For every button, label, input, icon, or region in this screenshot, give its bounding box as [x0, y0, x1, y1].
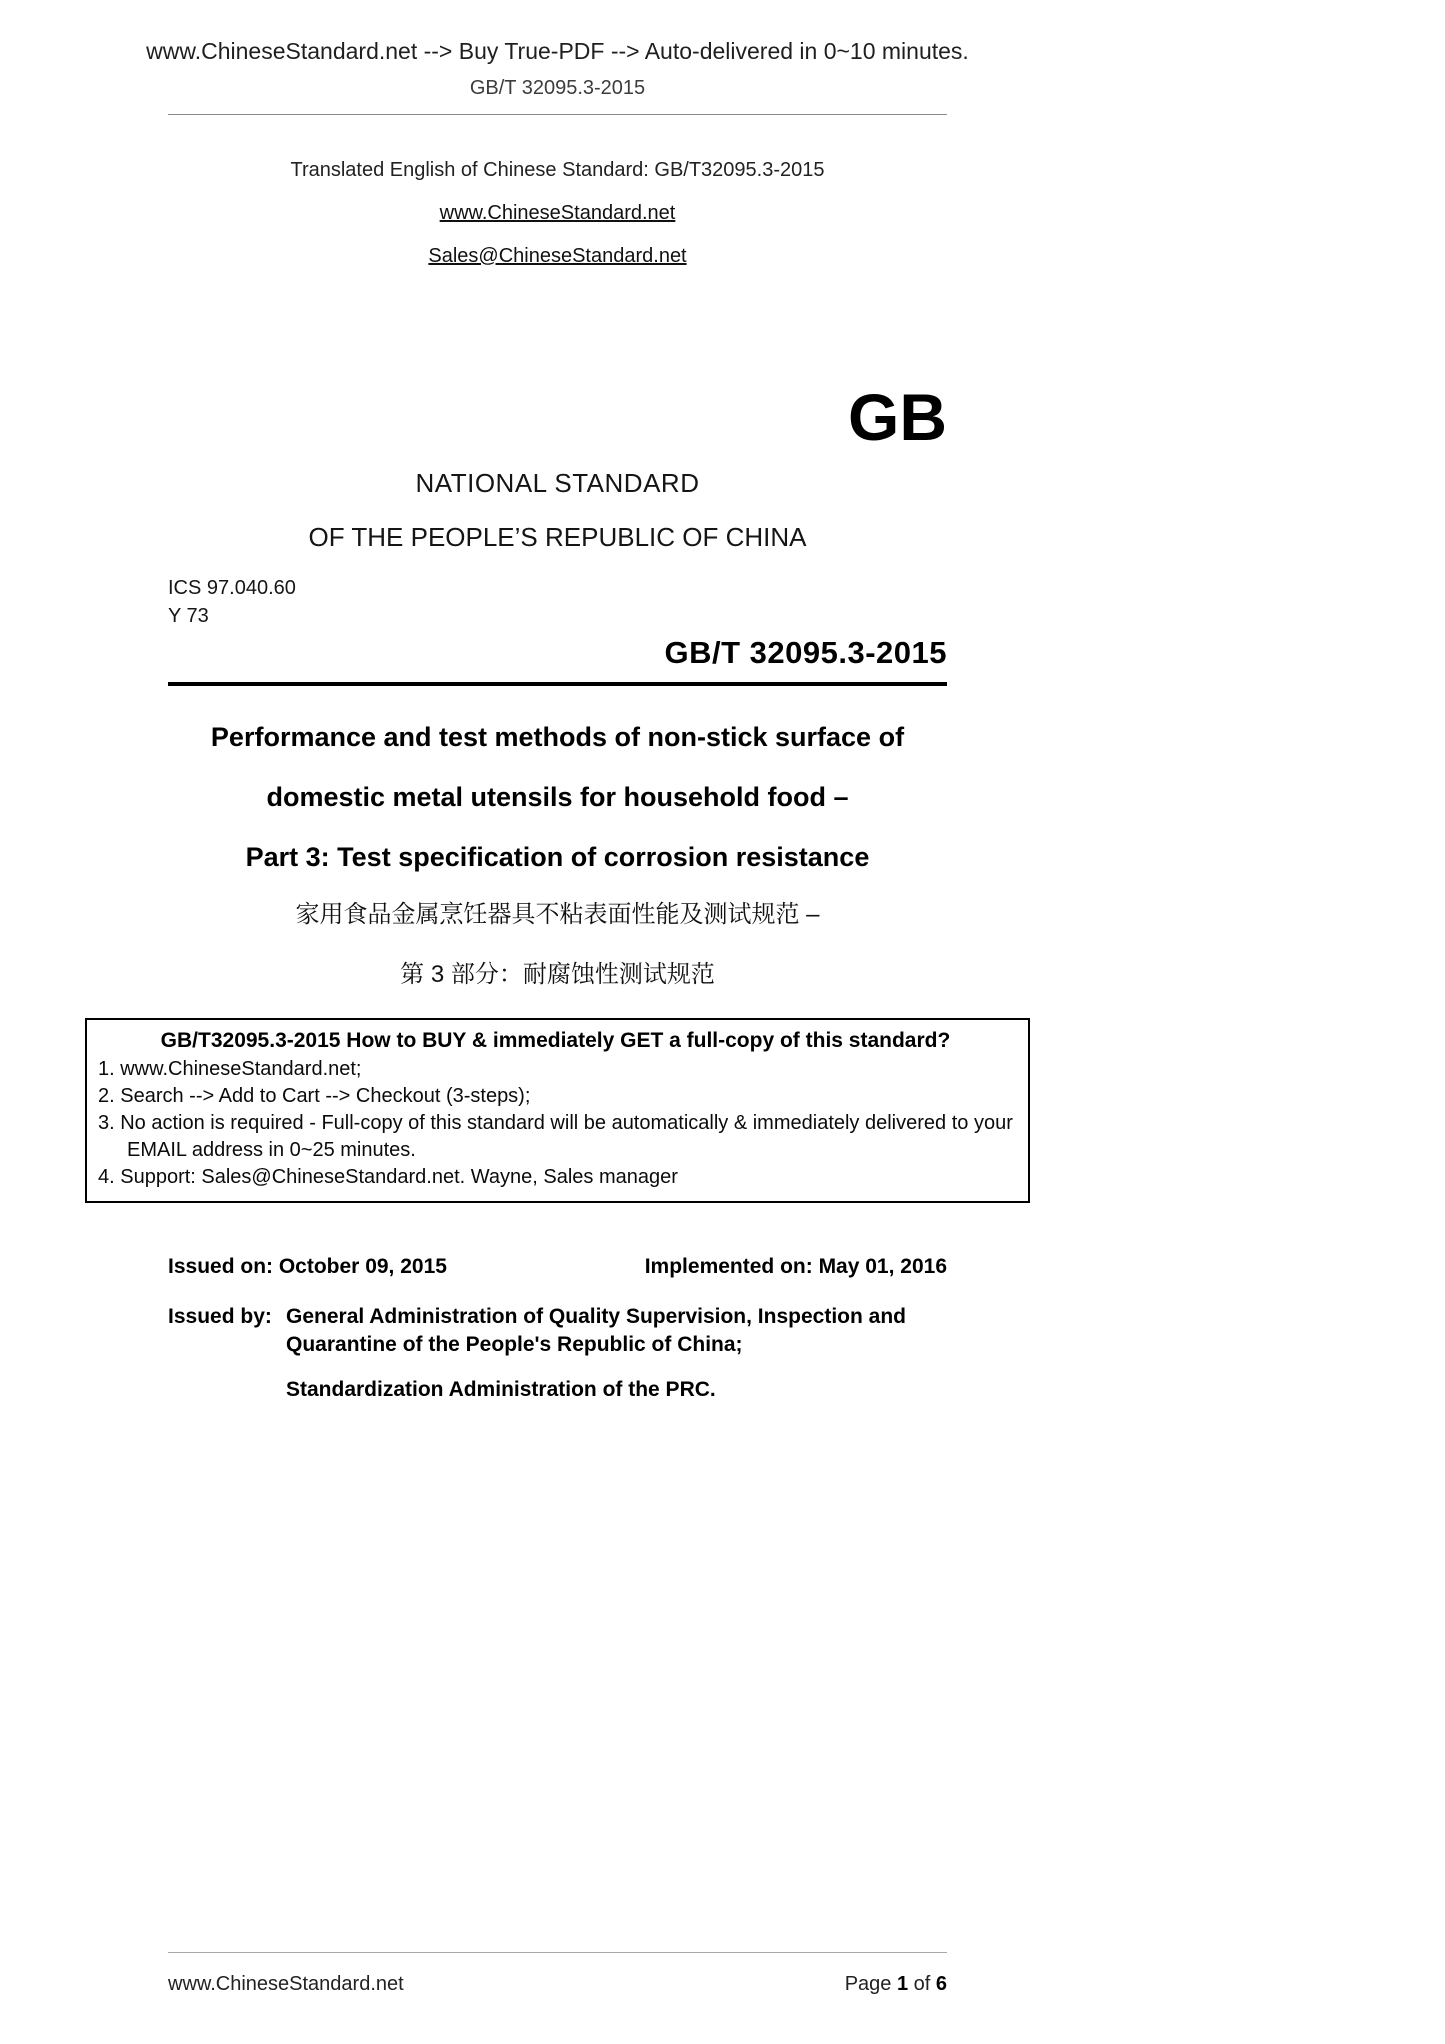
implemented-on: Implemented on: May 01, 2016 [644, 1255, 947, 1278]
buy-box-heading: GB/T32095.3-2015 How to BUY & immediately GET a full-copy of this standard? [160, 1029, 951, 1052]
issued-on: Issued on: October 09, 2015 [168, 1255, 447, 1278]
page-indicator [845, 1971, 947, 1997]
gb-logo: GB [848, 380, 947, 454]
page-total: 6 [935, 1973, 947, 1995]
buy-box-item: 2. Search --> Add to Cart --> Checkout (3-steps); [98, 1085, 531, 1107]
header-divider [168, 114, 947, 115]
title-chinese-line-2: 第 3 部分：耐腐蚀性测试规范 [400, 961, 715, 988]
page-footer [168, 1952, 947, 1997]
national-standard-heading: NATIONAL STANDARD [415, 468, 700, 498]
page-of: of [908, 1973, 936, 1995]
buy-box-item: 1. www.ChineseStandard.net; [98, 1058, 362, 1080]
title-line-1: Performance and test methods of non-stick surface of [210, 722, 905, 752]
issued-by-line-2: Standardization Administration of the PRC. [286, 1378, 716, 1401]
email-link[interactable]: Sales@ChineseStandard.net [428, 245, 687, 267]
buy-box-item: 4. Support: Sales@ChineseStandard.net. Wayne, Sales manager [98, 1166, 678, 1188]
prc-heading: OF THE PEOPLE’S REPUBLIC OF CHINA [308, 522, 807, 552]
dates-row [168, 1253, 947, 1281]
buy-box-list [93, 1056, 1018, 1191]
standard-code: GB/T 32095.3-2015 [664, 635, 947, 670]
title-divider [168, 682, 947, 686]
buy-box [85, 1018, 1030, 1203]
issued-by-label: Issued by: [168, 1305, 272, 1328]
classification-block [168, 574, 947, 630]
ics-code: ICS 97.040.60 [168, 577, 296, 599]
website-link[interactable]: www.ChineseStandard.net [439, 202, 676, 224]
title-line-3: Part 3: Test specification of corrosion resistance [245, 842, 870, 872]
header-doc-code: GB/T 32095.3-2015 [469, 77, 646, 99]
issued-by-block [168, 1303, 947, 1404]
issued-by-line-1: General Administration of Quality Supervision, Inspection and Quarantine of the People's Republic of China; [286, 1305, 906, 1356]
translated-note: Translated English of Chinese Standard: GB/T32095.3-2015 [290, 159, 825, 181]
email-link-line [168, 243, 947, 270]
header-tagline: www.ChineseStandard.net --> Buy True-PDF --> Auto-delivered in 0~10 minutes. [146, 38, 969, 64]
issued-by-body [286, 1303, 947, 1404]
title-chinese-line-1: 家用食品金属烹饪器具不粘表面性能及测试规范 – [295, 901, 820, 928]
website-link-line [168, 200, 947, 227]
page-prefix: Page [844, 1973, 897, 1995]
title-line-2: domestic metal utensils for household food – [266, 782, 849, 812]
buy-box-item: 3. No action is required - Full-copy of this standard will be automatically & immediately delivered to your EMAIL address in 0~25 minutes. [98, 1112, 1013, 1161]
footer-website[interactable]: www.ChineseStandard.net [168, 1973, 404, 1995]
class-code: Y 73 [168, 605, 209, 627]
page-current: 1 [896, 1973, 909, 1995]
